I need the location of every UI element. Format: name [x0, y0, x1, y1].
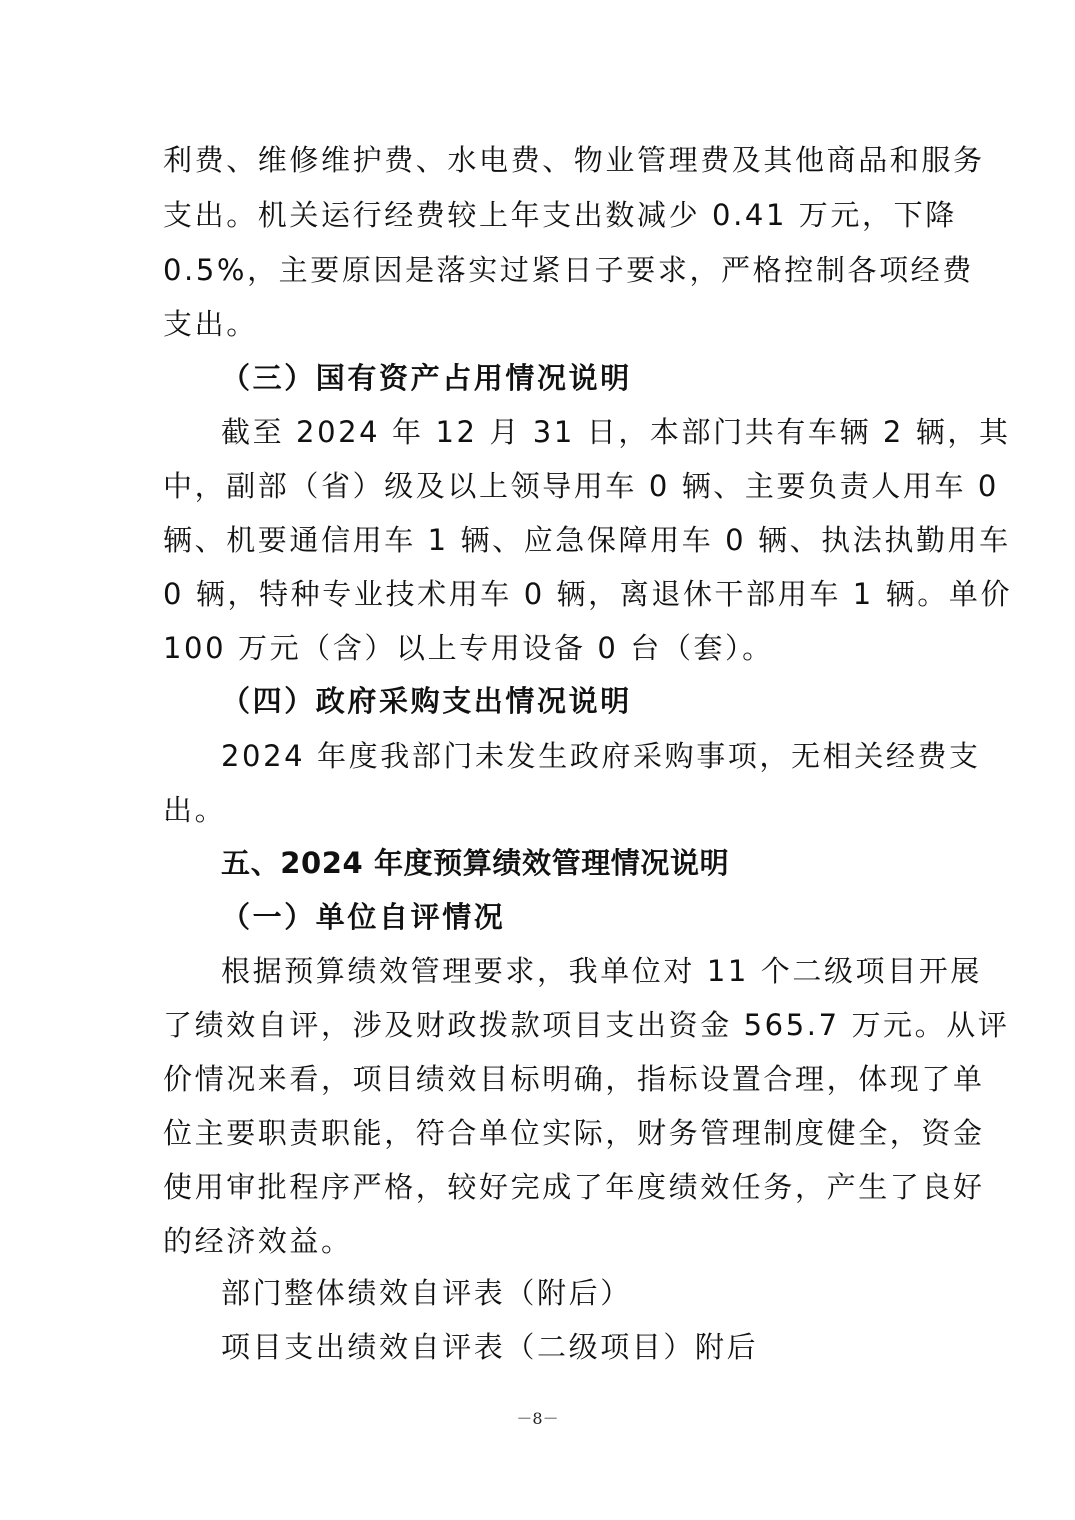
paragraph-line: 辆、机要通信用车 1 辆、应急保障用车 0 辆、执法执勤用车	[163, 523, 1011, 557]
paragraph-line: 支出。机关运行经费较上年支出数减少 0.41 万元，下降	[163, 198, 957, 232]
paragraph-line: 100 万元（含）以上专用设备 0 台（套）。	[163, 631, 774, 665]
subsection-heading: （一）单位自评情况	[221, 900, 506, 934]
paragraph-line: 截至 2024 年 12 月 31 日，本部门共有车辆 2 辆，其	[221, 415, 1011, 449]
paragraph-line: 使用审批程序严格，较好完成了年度绩效任务，产生了良好	[163, 1170, 985, 1204]
subsection-heading: （三）国有资产占用情况说明	[221, 361, 632, 395]
attachment-reference: 部门整体绩效自评表（附后）	[221, 1276, 632, 1310]
paragraph-line: 0.5%，主要原因是落实过紧日子要求，严格控制各项经费	[163, 253, 974, 287]
paragraph-line: 2024 年度我部门未发生政府采购事项，无相关经费支	[221, 739, 981, 773]
paragraph-line: 位主要职责职能，符合单位实际，财务管理制度健全，资金	[163, 1116, 985, 1150]
paragraph-line: 利费、维修维护费、水电费、物业管理费及其他商品和服务	[163, 143, 985, 177]
paragraph-line: 中，副部（省）级及以上领导用车 0 辆、主要负责人用车 0	[163, 469, 999, 503]
attachment-reference: 项目支出绩效自评表（二级项目）附后	[221, 1330, 759, 1364]
paragraph-line: 了绩效自评，涉及财政拨款项目支出资金 565.7 万元。从评	[163, 1008, 1010, 1042]
page-number: －8－	[516, 1409, 559, 1428]
paragraph-line: 根据预算绩效管理要求，我单位对 11 个二级项目开展	[221, 954, 982, 988]
paragraph-line: 出。	[163, 793, 227, 827]
section-heading: 五、2024 年度预算绩效管理情况说明	[221, 846, 730, 880]
paragraph-line: 支出。	[163, 307, 258, 341]
paragraph-line: 的经济效益。	[163, 1224, 353, 1258]
paragraph-line: 价情况来看，项目绩效目标明确，指标设置合理，体现了单	[163, 1062, 985, 1096]
subsection-heading: （四）政府采购支出情况说明	[221, 684, 632, 718]
paragraph-line: 0 辆，特种专业技术用车 0 辆，离退休干部用车 1 辆。单价	[163, 577, 1013, 611]
